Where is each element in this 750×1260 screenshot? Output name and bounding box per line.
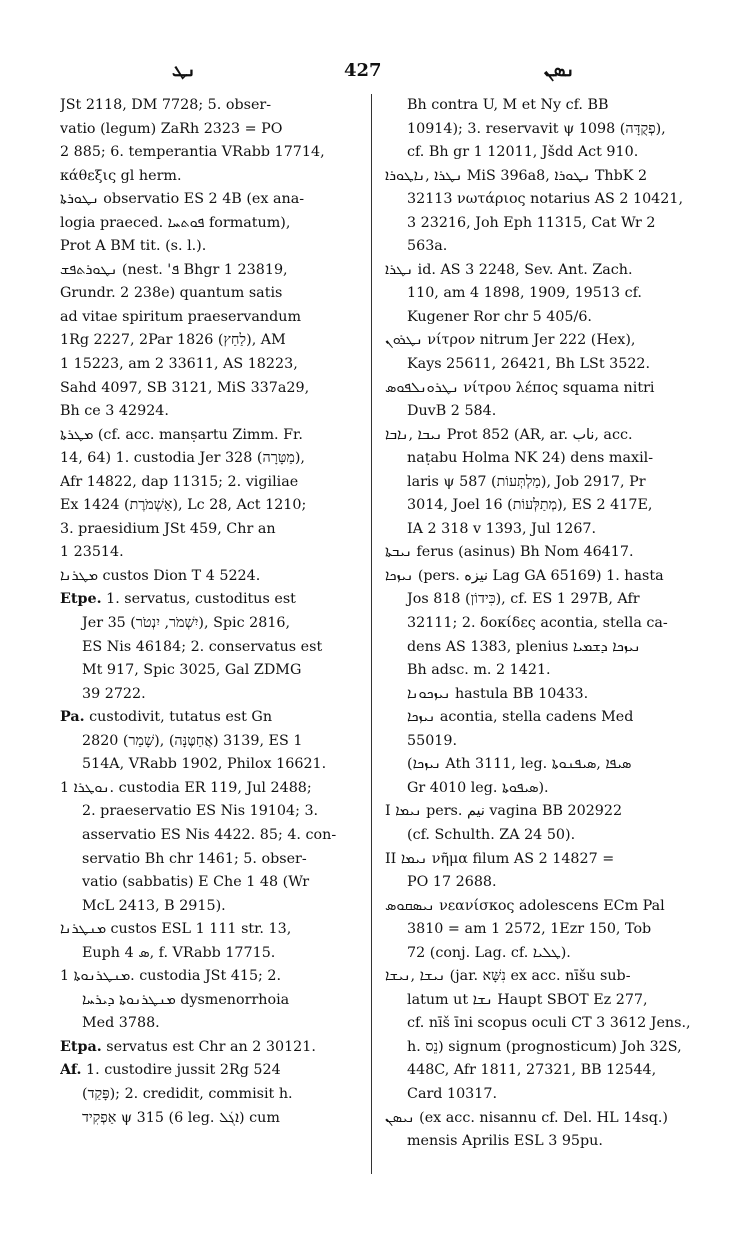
text-line: IA 2 318 v 1393, Jul 1267. bbox=[407, 520, 597, 537]
text-line: ܢܛܪܐ id. AS 3 2248, Sev. Ant. Zach. bbox=[385, 261, 633, 278]
text-line: ܢܝܙܟܐ acontia, stella cadens Med bbox=[407, 709, 634, 726]
text-line: (cf. Schulth. ZA 24 50). bbox=[407, 826, 576, 843]
text-line bbox=[60, 588, 362, 612]
text-line: Grundr. 2 238e) quantum satis bbox=[60, 285, 283, 302]
right-column bbox=[385, 94, 709, 1154]
text-line: 3 23216, Joh Eph 11315, Cat Wr 2 bbox=[407, 214, 656, 231]
text-line: ܡܢܛܪܢܘܬܐ 1. custodia JSt 415; 2. bbox=[60, 968, 282, 985]
text-line: servatio Bh chr 1461; 5. obser- bbox=[82, 850, 307, 867]
text-line: Kays 25611, 26421, Bh LSt 3522. bbox=[407, 356, 651, 373]
text-line: Jos 818 (כִּידוֹן), cf. ES 1 297B, Afr bbox=[407, 591, 640, 608]
text-line: Med 3788. bbox=[82, 1015, 160, 1032]
text-line: Bh adsc. m. 2 1421. bbox=[407, 662, 551, 679]
text-line: 14, 64) 1. custodia Jer 328 (מַטָּרָה), bbox=[60, 450, 305, 467]
column-divider bbox=[371, 94, 372, 1174]
text-line: I ܢܝܡܐ pers. نیم vagina BB 202922 bbox=[385, 803, 623, 820]
text-line bbox=[60, 706, 362, 730]
text-line: Card 10317. bbox=[407, 1085, 498, 1102]
text-line: JSt 2118, DM 7728; 5. obser- bbox=[60, 97, 272, 113]
text-line: ܡܛܪܬܐ (cf. acc. manṣartu Zimm. Fr. bbox=[60, 426, 303, 443]
text-line: ܢܝܣܩܘܣ νεανίσκος adolescens ECm Pal bbox=[385, 897, 665, 914]
text-line: κάθεξις gl herm. bbox=[60, 167, 182, 184]
text-line: ܡܢܛܪܢܐ custos ESL 1 111 str. 13, bbox=[60, 921, 292, 938]
text-line bbox=[60, 1036, 362, 1060]
text-line: 3810 = am 1 2572, 1Ezr 150, Tob bbox=[407, 921, 652, 938]
text-line: 563a. bbox=[407, 238, 448, 255]
text-line: 1Rg 2227, 2Par 1826 (לַחַץ), AM bbox=[60, 332, 286, 349]
text-line: 2 885; 6. temperantia VRabb 17714, bbox=[60, 144, 325, 161]
line-rest: servatus est Chr an 2 30121. bbox=[101, 1038, 316, 1055]
text-line: 10914); 3. reservavit ψ 1098 (פְקֻדָּה), bbox=[407, 120, 666, 137]
text-line bbox=[60, 1059, 362, 1083]
text-line: 448C, Afr 1811, 27321, BB 12544, bbox=[407, 1062, 657, 1079]
text-line: naṭabu Holma NK 24) dens maxil- bbox=[407, 450, 654, 467]
text-line: Bh contra U, M et Ny cf. BB bbox=[407, 97, 609, 113]
text-line: 2820 (שָׁמַר), 3139 (אֲחַטֶּנָּה), ES 1 bbox=[82, 732, 303, 749]
stem-label: Etpa. bbox=[60, 1038, 102, 1055]
text-line: Gr 4010 leg. ܣܝܦܘܬܐ). bbox=[407, 779, 549, 796]
text-line: latum ut ܢܫܐ Haupt SBOT Ez 277, bbox=[407, 991, 648, 1008]
text-line: (ܢܝܙܟܐ Ath 3111, leg. ܣܝܦܐ ,ܣܝܦܢܘܬܐ bbox=[407, 756, 632, 773]
line-rest: 1. custodire jussit 2Rg 524 bbox=[81, 1062, 281, 1079]
text-line: PO 17 2688. bbox=[407, 874, 497, 891]
page-number: 427 bbox=[344, 60, 382, 81]
line-rest: custodivit, tutatus est Gn bbox=[84, 709, 273, 726]
stem-label: Af. bbox=[60, 1062, 82, 1079]
header-left-syriac: ܢܛ bbox=[172, 60, 196, 81]
text-line: ܢܝܒܐ ,ܢܐܒܐ Prot 852 (AR, ar. ناب, acc. bbox=[385, 426, 633, 443]
text-line: h. נֵס) signum (prognosticum) Joh 32S, bbox=[407, 1038, 682, 1055]
text-line: 2. praeservatio ES Nis 19104; 3. bbox=[82, 803, 319, 820]
text-line: DuvB 2 584. bbox=[407, 403, 497, 420]
text-line: 110, am 4 1898, 1909, 19513 cf. bbox=[407, 285, 642, 302]
text-line: ܢܝܣܢ (ex acc. nisannu cf. Del. HL 14sq.) bbox=[385, 1109, 668, 1126]
text-line: dens AS 1383, plenius ܢܝܙܟܐ ܕܫܡܝܐ bbox=[407, 638, 641, 655]
text-line: ܢܝܙܟܐ (pers. نیزه Lag GA 65169) 1. hasta bbox=[385, 567, 664, 584]
text-line: Mt 917, Spic 3025, Gal ZDMG bbox=[82, 662, 302, 679]
text-line: Kugener Ror chr 5 405/6. bbox=[407, 308, 592, 325]
text-line: vatio (legum) ZaRh 2323 = PO bbox=[60, 120, 283, 137]
text-line: ܢܛܪܐ ,ܢܐܛܘܪܐ MiS 396a8, ܢܛܘܪܐ ThbK 2 bbox=[385, 167, 648, 184]
text-line: cf. Bh gr 1 12011, Jšdd Act 910. bbox=[407, 144, 639, 161]
text-line: (פָּקַד); 2. credidit, commisit h. bbox=[82, 1085, 293, 1102]
text-line: ܢܝܒܬܐ ferus (asinus) Bh Nom 46417. bbox=[385, 544, 634, 561]
page-header bbox=[0, 60, 750, 86]
text-line: 1 15223, am 2 33611, AS 18223, bbox=[60, 356, 298, 373]
text-line: 72 (conj. Lag. cf. ܛܠܝܐ). bbox=[407, 944, 571, 961]
text-line: logia praeced. ܦܘܬܚܐ formatum), bbox=[60, 214, 291, 231]
text-line: ܢܝܙܟܘܢܐ hastula BB 10433. bbox=[407, 685, 589, 702]
text-line: vatio (sabbatis) E Che 1 48 (Wr bbox=[82, 874, 310, 891]
text-line: Afr 14822, dap 11315; 2. vigiliae bbox=[60, 473, 299, 490]
text-line: Prot A BM tit. (s. l.). bbox=[60, 238, 207, 255]
text-line: ܡܢܛܪܢܘܬܐ ܕܝܪܚܐ dysmenorrhoia bbox=[82, 991, 290, 1008]
text-line: laris ψ 587 (מַלְתְּעוֹת), Job 2917, Pr bbox=[407, 473, 646, 490]
text-line: ܢܛܘܪܬܐ observatio ES 2 4B (ex ana- bbox=[60, 191, 305, 208]
text-line: 32113 νωτάριος notarius AS 2 10421, bbox=[407, 191, 684, 208]
text-line: ܢܘܛܪܐ 1. custodia ER 119, Jul 2488; bbox=[60, 779, 312, 796]
text-line: Ex 1424 (אַשְׁמֹרֶת), Lc 28, Act 1210; bbox=[60, 497, 307, 514]
text-line: Sahd 4097, SB 3121, MiS 337a29, bbox=[60, 379, 310, 396]
text-line: ܢܛܘܪܬܦܫ (nest. 'ܦ Bhgr 1 23819, bbox=[60, 261, 288, 278]
text-line: Bh ce 3 42924. bbox=[60, 403, 169, 420]
line-rest: 1. servatus, custoditus est bbox=[101, 591, 296, 608]
text-line: asservatio ES Nis 4422. 85; 4. con- bbox=[82, 826, 337, 843]
text-line: ad vitae spiritum praeservandum bbox=[60, 308, 301, 325]
text-line: 1 23514. bbox=[60, 544, 124, 561]
text-line: 39 2722. bbox=[82, 685, 146, 702]
text-line: cf. nīš īni scopus oculi CT 3 3612 Jens., bbox=[407, 1015, 691, 1032]
text-line: 32111; 2. δοκίδες acontia, stella ca- bbox=[407, 615, 668, 632]
text-line: אַפְקִיד ψ 315 (6 leg. ܐܓܿܠ) cum bbox=[82, 1109, 280, 1126]
stem-label: Etpe. bbox=[60, 591, 102, 608]
text-line: ܢܛܪܘܢܠܦܘܣ νίτρου λέπος squama nitri bbox=[385, 379, 655, 396]
text-line: ܡܛܪܢܐ custos Dion T 4 5224. bbox=[60, 567, 261, 584]
text-line: Euph ܣ 4, f. VRabb 17715. bbox=[82, 944, 276, 961]
text-line: ܢܝܫܐ ,ܢܝܫܐ (jar. נִשָּׁא ex acc. nīšu sub- bbox=[385, 968, 631, 985]
text-line: McL 2413, B 2915). bbox=[82, 897, 226, 914]
header-right-syriac: ܢܣܢ bbox=[544, 60, 575, 81]
text-line: 514A, VRabb 1902, Philox 16621. bbox=[82, 756, 327, 773]
text-line: ܢܛܪܘܢ νίτρον nitrum Jer 222 (Hex), bbox=[385, 332, 636, 349]
text-line: II ܢܝܡܐ νῆμα filum AS 2 14827 = bbox=[385, 850, 615, 867]
stem-label: Pa. bbox=[60, 709, 85, 726]
text-line: Jer 35 (יִשְׁמֹר, יִנְטֹר), Spic 2816, bbox=[82, 615, 291, 632]
text-line: mensis Aprilis ESL 3 95pu. bbox=[407, 1133, 603, 1150]
text-line: ES Nis 46184; 2. conservatus est bbox=[82, 638, 323, 655]
text-line: 3. praesidium JSt 459, Chr an bbox=[60, 520, 276, 537]
left-column bbox=[60, 94, 362, 1130]
text-line: 55019. bbox=[407, 732, 458, 749]
text-line: 3014, Joel 16 (מְתַלְּעוֹת), ES 2 417E, bbox=[407, 497, 653, 514]
